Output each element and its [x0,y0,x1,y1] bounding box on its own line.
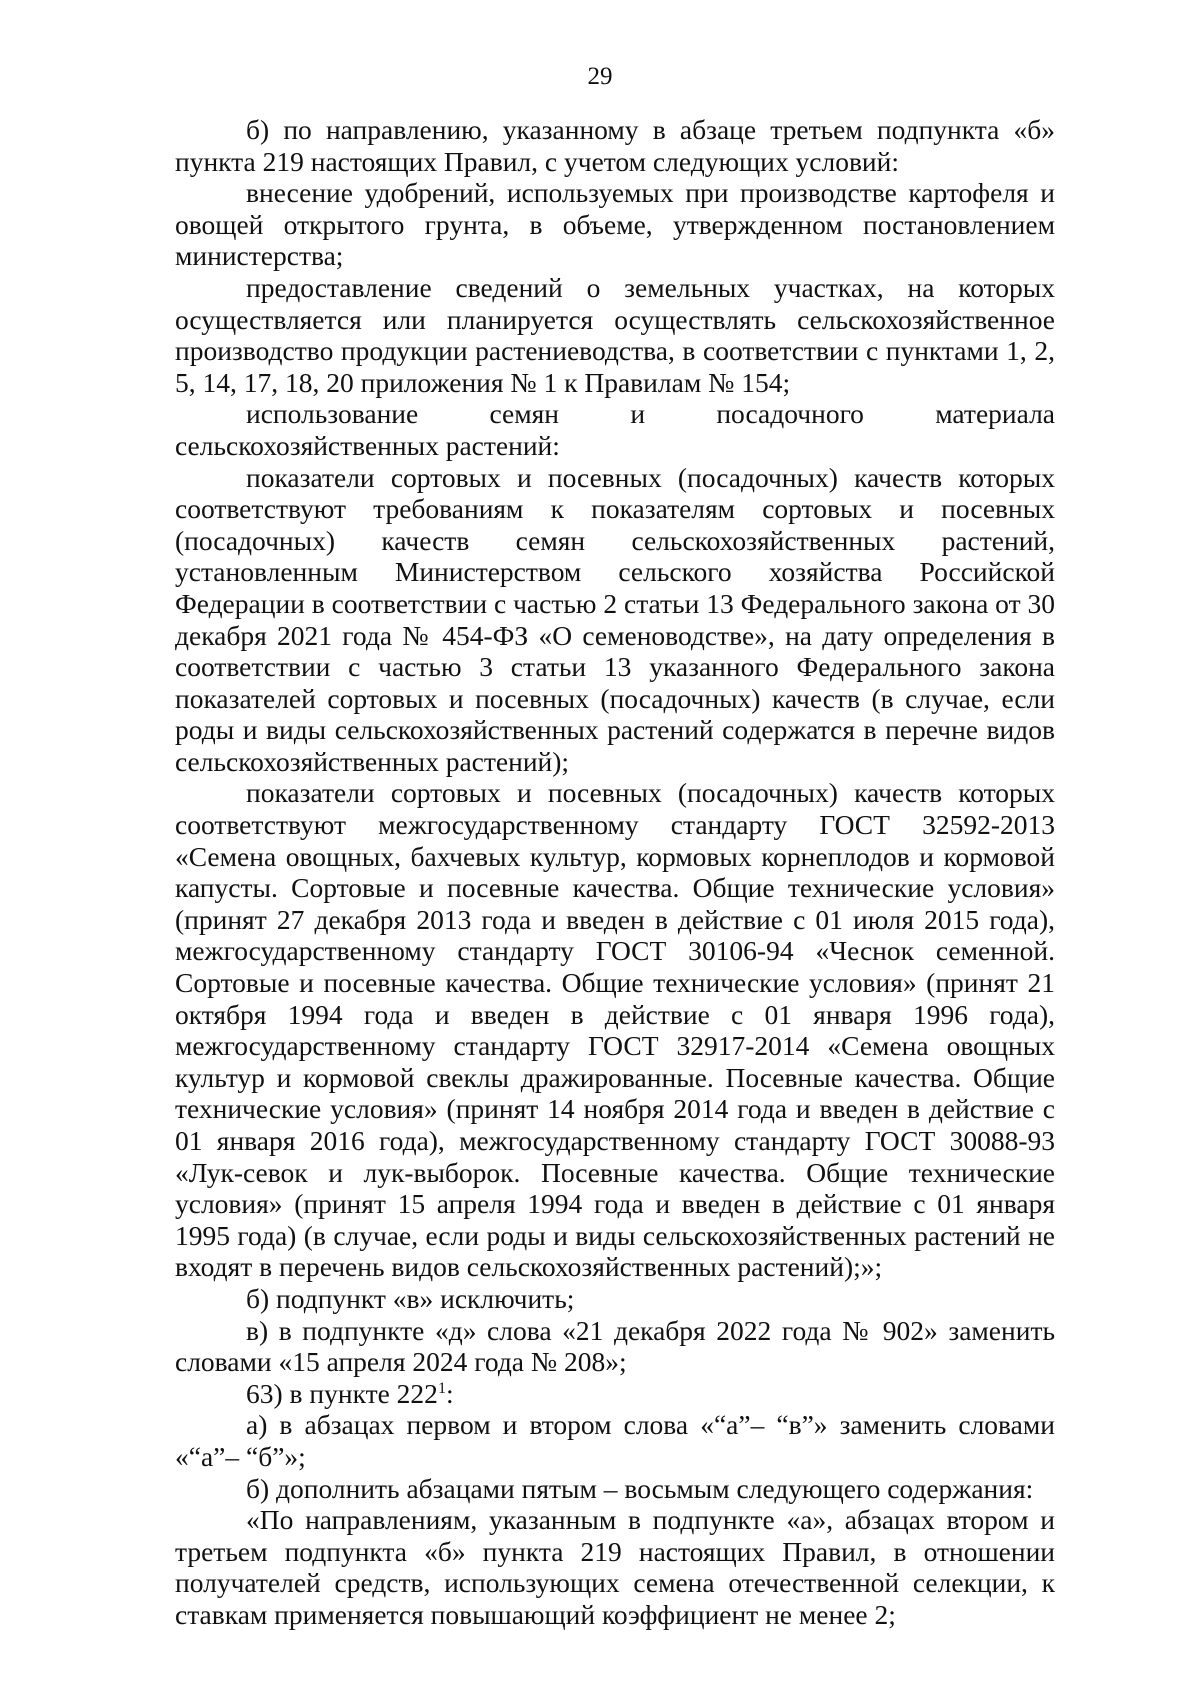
paragraph: «По направлениям, указанным в подпункте «а», абзацах втором и третьем подпункта «б» пункта 219 настоящих Правил, в отношении получателей средств, использующих семена отечественной селекции, к ставкам применяется повышающий коэффициент не менее 2; [175,1504,1055,1630]
item-63-prefix: 63) в пункте 222 [246,1377,438,1409]
item-63-suffix: : [445,1377,454,1409]
paragraph-item-63 [175,1378,1055,1410]
paragraph: б) дополнить абзацами пятым – восьмым следующего содержания: [246,1472,1034,1504]
paragraph: а) в абзацах первом и втором слова «“а”– “в”» заменить словами «“а”– “б”»; [175,1409,1055,1472]
paragraph: показатели сортовых и посевных (посадочных) качеств которых соответствуют межгосударственному стандарту ГОСТ 32592-2013 «Семена овощных, бахчевых культур, кормовых корнеплодов и кормовой капусты. Сортовые и посевные качества. Общие технические условия» (принят 27 декабря 2013 года и введен в действие с 01 июля 2015 года), межгосударственному стандарту ГОСТ 30106-94 «Чеснок семенной. Сортовые и посевные качества. Общие технические условия» (принят 21 октября 1994 года и введен в действие с 01 января 1996 года), межгосударственному стандарту ГОСТ 32917-2014 «Семена овощных культур и кормовой свеклы дражированные. Посевные качества. Общие технические условия» (принят 14 ноября 2014 года и введен в действие с 01 января 2016 года), межгосударственному стандарту ГОСТ 30088-93 «Лук-севок и лук-выборок. Посевные качества. Общие технические условия» (принят 15 апреля 1994 года и введен в действие с 01 января 1995 года) (в случае, если роды и виды сельскохозяйственных растений не входят в перечень видов сельскохозяйственных растений);»; [175,777,1055,1283]
document-body [175,114,1055,1631]
paragraph: в) в подпункте «д» слова «21 декабря 2022 года № 902» заменить словами «15 апреля 2024 года № 208»; [175,1314,1055,1378]
paragraph: внесение удобрений, используемых при производстве картофеля и овощей открытого грунта, в объеме, утвержденном постановлением министерства; [175,177,1055,272]
paragraph: б) подпункт «в» исключить; [246,1282,575,1314]
paragraph: показатели сортовых и посевных (посадочных) качеств которых соответствуют требованиям к показателям сортовых и посевных (посадочных) качеств семян сельскохозяйственных растений, установленным Министерством сельского хозяйства Российской Федерации в соответствии с частью 2 статьи 13 Федерального закона от 30 декабря 2021 года № 454-ФЗ «О семеноводстве», на дату определения в соответствии с частью 3 статьи 13 указанного Федерального закона показателей сортовых и посевных (посадочных) качеств (в случае, если роды и виды сельскохозяйственных растений содержатся в перечне видов сельскохозяйственных растений); [175,461,1055,777]
paragraph: предоставление сведений о земельных участках, на которых осуществляется или планируется осуществлять сельскохозяйственное производство продукции растениеводства, в соответствии с пунктами 1, 2, 5, 14, 17, 18, 20 приложения № 1 к Правилам № 154; [175,271,1055,398]
item-63-superscript: 1 [437,1379,446,1397]
paragraph: использование семян и посадочного материала сельскохозяйственных растений: [175,398,1055,461]
page-number: 29 [587,63,613,90]
paragraph: б) по направлению, указанному в абзаце третьем подпункта «б» пункта 219 настоящих Правил, с учетом следующих условий: [175,114,1055,177]
